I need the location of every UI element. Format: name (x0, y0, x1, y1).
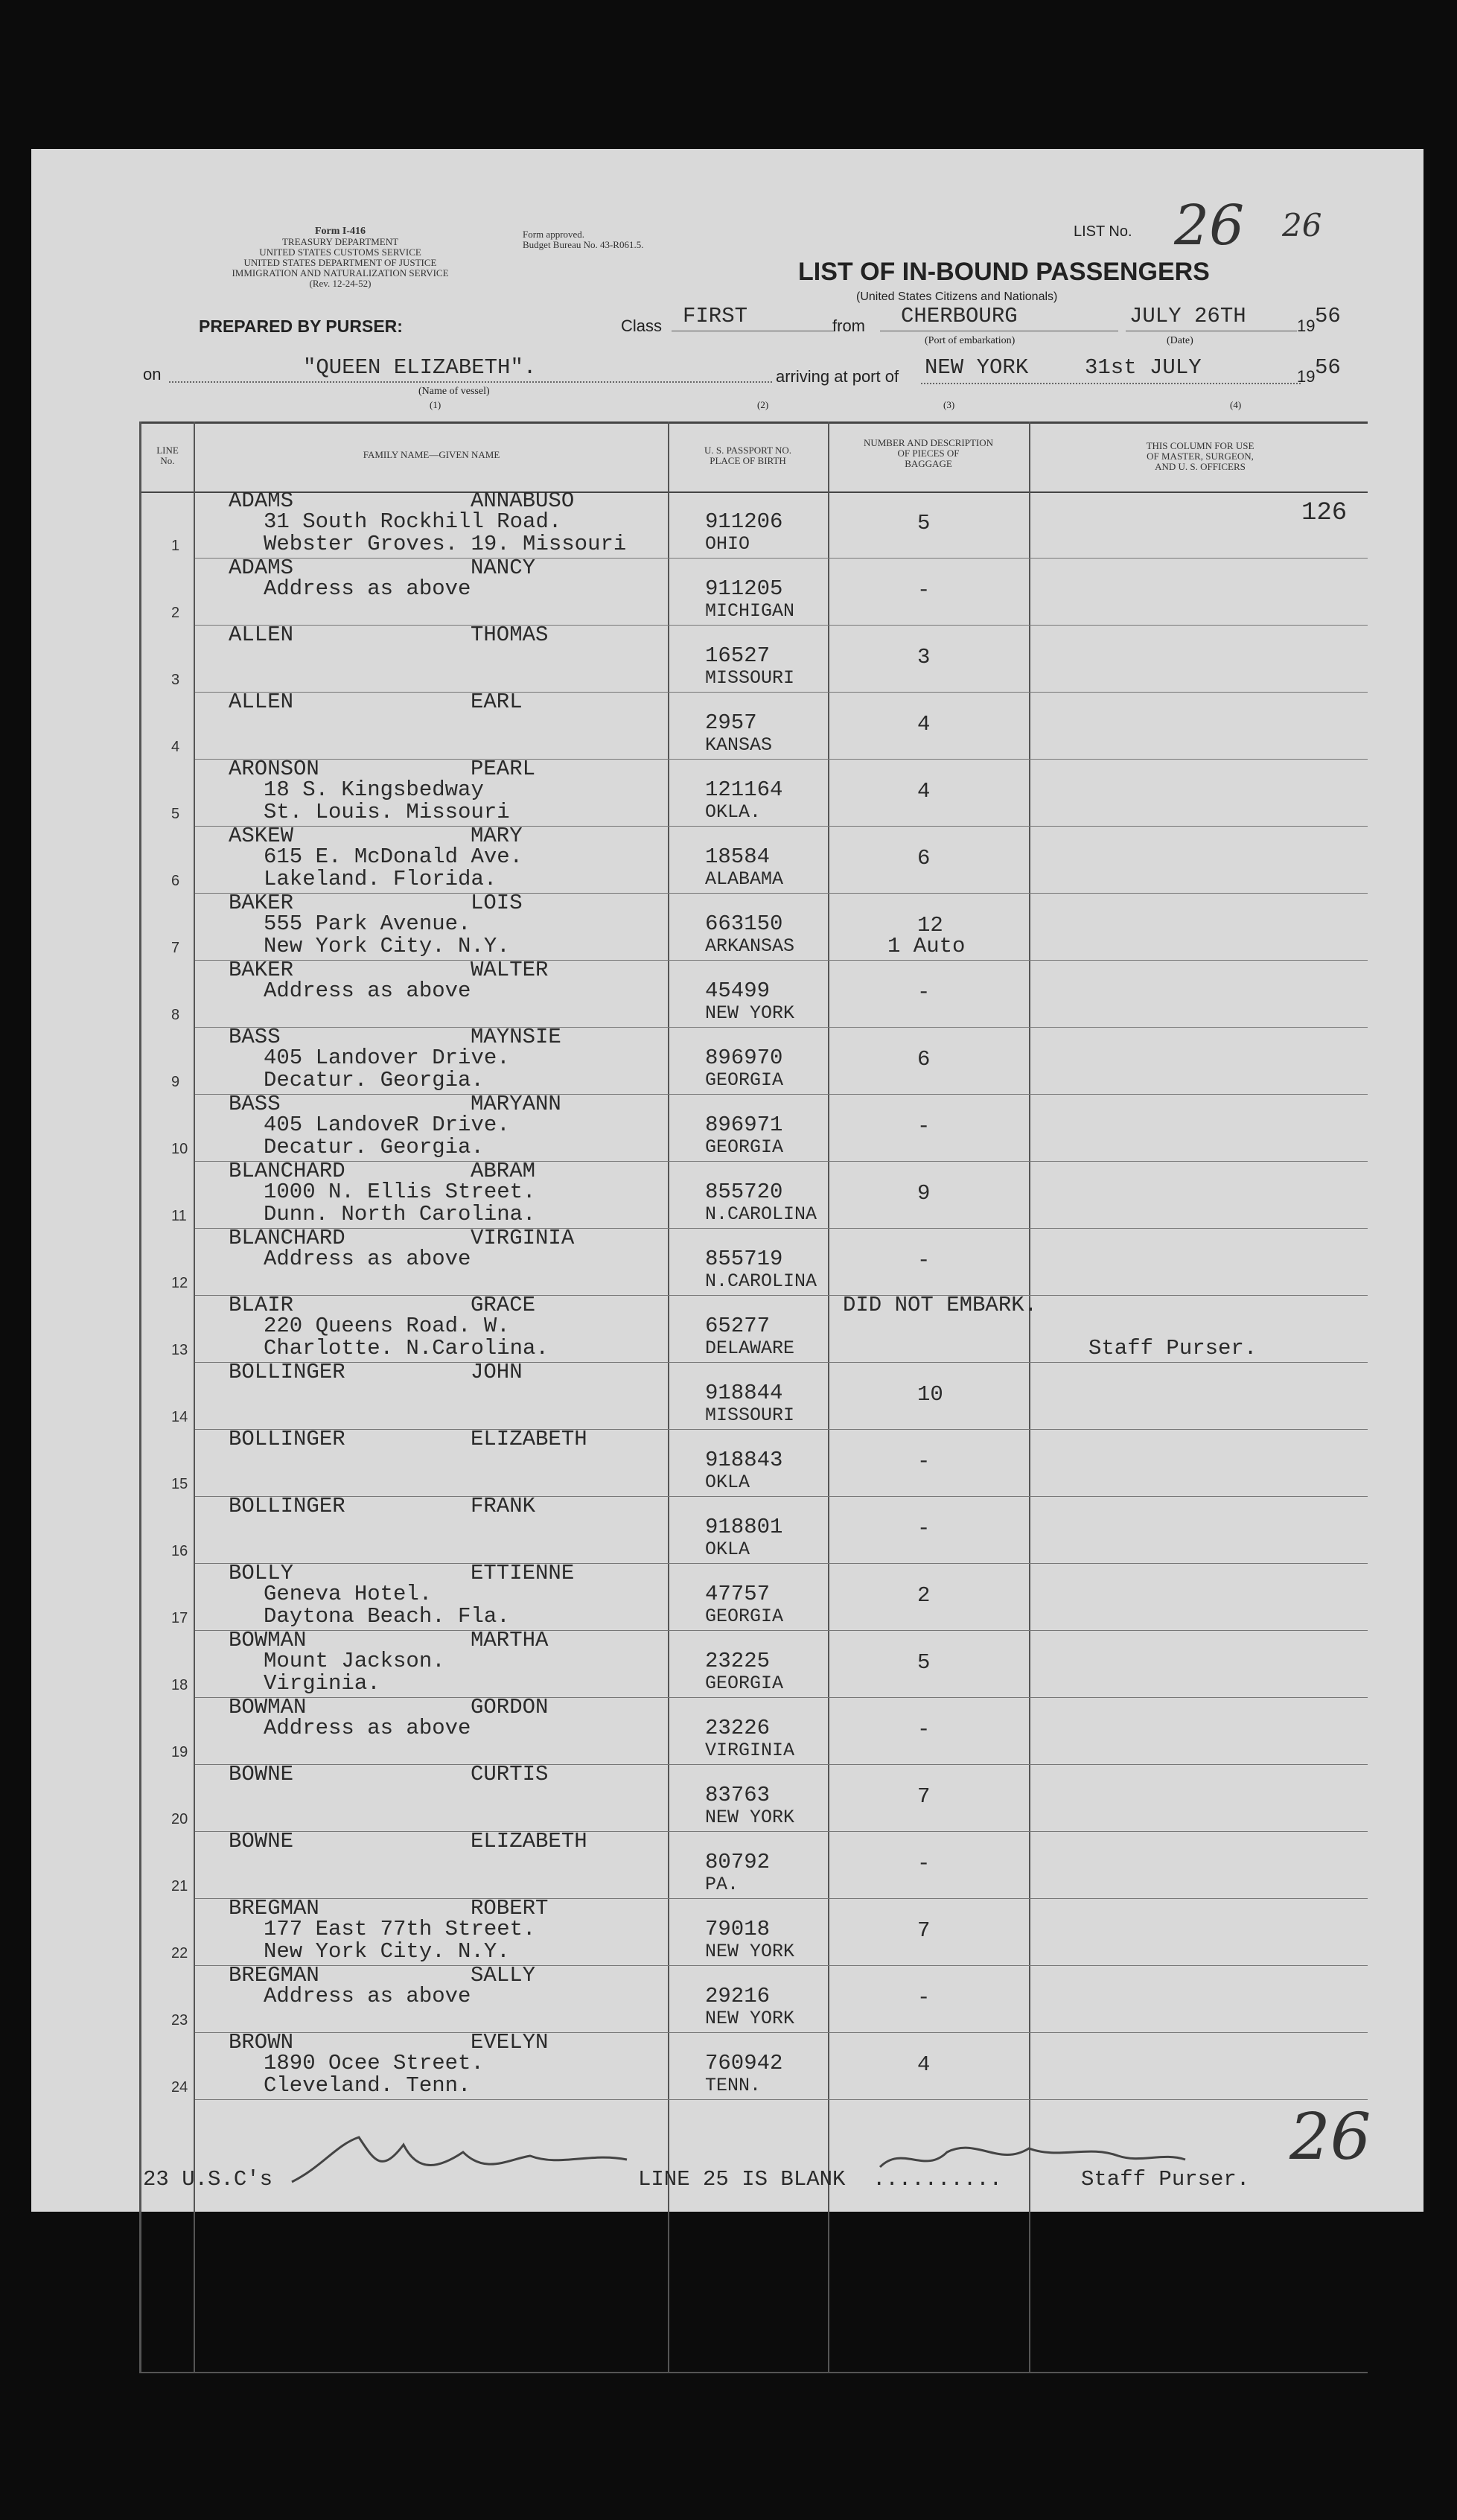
place-of-birth: GEORGIA (705, 1069, 784, 1091)
given-name: MARTHA (471, 1628, 549, 1652)
line-number: 18 (171, 1677, 188, 1693)
table-row (31, 1494, 1423, 1564)
address-line-2: New York City. N.Y. (264, 1939, 510, 1964)
address-line-2: Virginia. (264, 1671, 380, 1696)
place-of-birth: MISSOURI (705, 667, 795, 689)
table-row (31, 1561, 1423, 1631)
baggage-count: - (917, 1516, 931, 1541)
family-name: BREGMAN (229, 1896, 319, 1921)
passport-number: 911206 (705, 509, 783, 534)
col-num-4: (4) (1230, 399, 1242, 410)
address-line-1: 220 Queens Road. W. (264, 1314, 510, 1338)
passport-number: 918843 (705, 1448, 783, 1472)
passport-number: 918844 (705, 1381, 783, 1405)
address-line-1: 18 S. Kingsbedway (264, 777, 484, 802)
table-row (31, 623, 1423, 693)
table-row (31, 556, 1423, 626)
line-blank-note: LINE 25 IS BLANK (638, 2167, 846, 2192)
passport-number: 83763 (705, 1783, 771, 1807)
baggage-count: - (917, 1449, 931, 1474)
given-name: ROBERT (471, 1896, 549, 1921)
list-no-label: LIST No. (1074, 223, 1132, 240)
place-of-birth: OKLA. (705, 801, 762, 823)
passport-number: 918801 (705, 1515, 783, 1539)
table-row (31, 1427, 1423, 1497)
list-no-hand: 26 (1282, 207, 1322, 244)
place-of-birth: GEORGIA (705, 1136, 784, 1158)
family-name: BLAIR (229, 1293, 294, 1317)
agency-line: TREASURY DEPARTMENT (281, 236, 399, 247)
table-bottom-border (139, 2372, 1368, 2373)
place-of-birth: GEORGIA (705, 1673, 784, 1694)
family-name: ADAMS (229, 556, 294, 580)
baggage-count: 9 (917, 1181, 931, 1206)
family-name: BAKER (229, 891, 294, 915)
class-value: FIRST (683, 304, 748, 328)
table-row (31, 491, 1423, 559)
family-name: BLANCHARD (229, 1226, 345, 1250)
table-row (31, 824, 1423, 894)
line-number: 21 (171, 1878, 188, 1894)
class-label: Class (621, 316, 663, 335)
address-line-2: Webster Groves. 19. Missouri (264, 532, 627, 556)
agency-line: UNITED STATES DEPARTMENT OF JUSTICE (243, 257, 437, 268)
arrival-port: NEW YORK (925, 355, 1029, 380)
address-line-1: 1890 Ocee Street. (264, 2051, 484, 2075)
given-name: VIRGINIA (471, 1226, 575, 1250)
place-of-birth: NEW YORK (705, 1941, 795, 1962)
place-of-birth: NEW YORK (705, 2008, 795, 2029)
passport-number: 2957 (705, 710, 757, 735)
hand-total: 26 (1289, 2100, 1371, 2174)
passport-number: 80792 (705, 1850, 771, 1874)
family-name: BOWNE (229, 1762, 294, 1786)
arrival-year: 56 (1315, 355, 1341, 380)
officer-note: Staff Purser. (1088, 1336, 1257, 1361)
given-name: ELIZABETH (471, 1829, 587, 1854)
table-row (31, 1025, 1423, 1095)
arriving-label: arriving at port of (776, 367, 899, 386)
line-number: 4 (171, 739, 180, 755)
table-row (31, 891, 1423, 961)
passport-number: 663150 (705, 911, 783, 936)
line-number: 22 (171, 1945, 188, 1961)
date-value: JULY 26TH (1129, 304, 1246, 328)
passport-number: 65277 (705, 1314, 771, 1338)
header-officers: THIS COLUMN FOR USE OF MASTER, SURGEON, AND U. S. OFFICERS (1146, 440, 1254, 472)
given-name: MARYANN (471, 1092, 561, 1116)
given-name: MARY (471, 824, 523, 848)
footer-staff-purser: Staff Purser. (1081, 2167, 1250, 2192)
given-name: THOMAS (471, 623, 549, 647)
given-name: NANCY (471, 556, 536, 580)
from-label: from (832, 316, 865, 335)
address-line-1: Geneva Hotel. (264, 1582, 433, 1606)
line-number: 3 (171, 672, 180, 688)
passport-number: 79018 (705, 1917, 771, 1941)
address-line-1: Address as above (264, 1716, 471, 1740)
place-of-birth: GEORGIA (705, 1606, 784, 1627)
table-row (31, 757, 1423, 827)
address-line-1: Address as above (264, 576, 471, 601)
baggage-count: - (917, 1985, 931, 2010)
table-row (31, 1762, 1423, 1832)
manifest-page (31, 149, 1423, 2212)
line-number: 11 (171, 1208, 187, 1224)
family-name: BOLLINGER (229, 1494, 345, 1518)
address-line-1: 1000 N. Ellis Street. (264, 1180, 536, 1204)
family-name: BOLLINGER (229, 1427, 345, 1451)
table-row (31, 958, 1423, 1028)
passport-number: 896970 (705, 1046, 783, 1070)
port-caption: (Port of embarkation) (925, 335, 1016, 346)
family-name: ALLEN (229, 690, 294, 714)
place-of-birth: DELAWARE (705, 1337, 795, 1359)
table-top-border (139, 421, 1368, 424)
address-line-2: Daytona Beach. Fla. (264, 1604, 510, 1629)
family-name: BOLLINGER (229, 1360, 345, 1384)
place-of-birth: NEW YORK (705, 1002, 795, 1024)
table-row (31, 1963, 1423, 2033)
table-row (31, 1360, 1423, 1430)
given-name: GORDON (471, 1695, 549, 1719)
baggage-count: 3 (917, 645, 931, 669)
family-name: BASS (229, 1092, 281, 1116)
baggage-count: - (917, 1717, 931, 1742)
header-passport: U. S. PASSPORT NO. PLACE OF BIRTH (704, 445, 791, 466)
address-line-2: Charlotte. N.Carolina. (264, 1336, 549, 1361)
address-line-1: Address as above (264, 979, 471, 1003)
passport-number: 911205 (705, 576, 783, 601)
agency-line: (Rev. 12-24-52) (309, 278, 372, 289)
place-of-birth: OKLA (705, 1539, 750, 1560)
table-row (31, 1293, 1423, 1363)
table-row (31, 2030, 1423, 2100)
table-row (31, 1226, 1423, 1296)
table-row (31, 1159, 1423, 1229)
approval-line: Form approved. (523, 229, 585, 240)
baggage-count: 4 (917, 2052, 931, 2077)
table-row (31, 1896, 1423, 1966)
place-of-birth: OHIO (705, 533, 750, 555)
address-line-1: 405 Landover Drive. (264, 1046, 510, 1070)
baggage-count: 7 (917, 1918, 931, 1943)
passport-number: 45499 (705, 979, 771, 1003)
col-num-1: (1) (430, 399, 441, 410)
given-name: SALLY (471, 1963, 536, 1988)
family-name: BOWNE (229, 1829, 294, 1854)
form-number: Form I-416 (314, 226, 366, 237)
line-number: 17 (171, 1610, 188, 1626)
header-baggage: NUMBER AND DESCRIPTION OF PIECES OF BAGGAGE (863, 437, 994, 469)
passport-number: 29216 (705, 1984, 771, 2008)
address-line-1: 405 LandoveR Drive. (264, 1113, 510, 1137)
line-number: 23 (171, 2012, 188, 2029)
address-line-1: 615 E. McDonald Ave. (264, 844, 523, 869)
vessel-caption: (Name of vessel) (418, 386, 490, 397)
family-name: BREGMAN (229, 1963, 319, 1988)
row-divider (195, 2099, 1368, 2100)
line-number: 24 (171, 2079, 188, 2096)
line-number: 19 (171, 1744, 188, 1760)
address-line-2: Cleveland. Tenn. (264, 2073, 471, 2098)
table-row (31, 1092, 1423, 1162)
baggage-count: 4 (917, 712, 931, 736)
given-name: ETTIENNE (471, 1561, 575, 1585)
given-name: EVELYN (471, 2030, 549, 2055)
line-number: 10 (171, 1141, 188, 1157)
header-name: FAMILY NAME—GIVEN NAME (363, 449, 500, 460)
on-label: on (143, 365, 162, 384)
place-of-birth: N.CAROLINA (705, 1270, 817, 1292)
baggage-extra: 1 Auto (887, 934, 966, 958)
side-count: 126 (1301, 499, 1348, 527)
vessel-underline (169, 381, 772, 383)
signature-mark (277, 2115, 694, 2204)
address-line-2: New York City. N.Y. (264, 934, 510, 958)
line-number: 1 (171, 538, 180, 554)
family-name: ADAMS (229, 489, 294, 513)
family-name: BAKER (229, 958, 294, 982)
line-number: 14 (171, 1409, 188, 1425)
agency-line: UNITED STATES CUSTOMS SERVICE (259, 246, 421, 258)
line-number: 12 (171, 1275, 188, 1291)
address-line-2: Dunn. North Carolina. (264, 1202, 536, 1226)
baggage-count: 5 (917, 511, 931, 535)
family-name: ARONSON (229, 757, 319, 781)
line-number: 6 (171, 873, 180, 889)
year-value: 56 (1315, 304, 1341, 328)
given-name: ABRAM (471, 1159, 536, 1183)
baggage-count: - (917, 1851, 931, 1876)
passport-number: 855720 (705, 1180, 783, 1204)
col-num-3: (3) (943, 399, 955, 410)
year-prefix: 19 (1297, 316, 1316, 335)
address-line-2: Decatur. Georgia. (264, 1135, 484, 1159)
address-line-2: St. Louis. Missouri (264, 800, 510, 824)
family-name: BOLLY (229, 1561, 294, 1585)
passport-number: 18584 (705, 844, 771, 869)
line-number: 13 (171, 1342, 188, 1358)
form-subtitle: (United States Citizens and Nationals) (856, 290, 1058, 303)
line-number: 9 (171, 1074, 180, 1090)
passport-number: 23226 (705, 1716, 771, 1740)
family-name: BROWN (229, 2030, 294, 2055)
baggage-count: - (917, 1248, 931, 1273)
approval-line: Budget Bureau No. 43-R061.5. (523, 239, 644, 250)
place-of-birth: ALABAMA (705, 868, 784, 890)
address-line-1: Mount Jackson. (264, 1649, 445, 1673)
address-line-1: Address as above (264, 1247, 471, 1271)
address-line-1: 177 East 77th Street. (264, 1917, 536, 1941)
given-name: ANNABUSO (471, 489, 575, 513)
vessel-value: "QUEEN ELIZABETH". (303, 355, 537, 380)
arrival-year-prefix: 19 (1297, 367, 1316, 386)
passport-number: 121164 (705, 777, 783, 802)
line-number: 15 (171, 1476, 188, 1492)
prepared-by: PREPARED BY PURSER: (199, 316, 403, 336)
table-row (31, 1628, 1423, 1698)
line-number: 20 (171, 1811, 188, 1827)
passport-number: 896971 (705, 1113, 783, 1137)
family-name: BASS (229, 1025, 281, 1049)
place-of-birth: KANSAS (705, 734, 773, 756)
place-of-birth: NEW YORK (705, 1807, 795, 1828)
baggage-count: 2 (917, 1583, 931, 1608)
address-line-1: 555 Park Avenue. (264, 911, 471, 936)
given-name: CURTIS (471, 1762, 549, 1786)
arrival-date: 31st JULY (1085, 355, 1202, 380)
baggage-count: 10 (917, 1382, 943, 1407)
table-row (31, 1695, 1423, 1765)
baggage-count: - (917, 1114, 931, 1139)
approval-block (523, 229, 643, 250)
family-name: BOWMAN (229, 1695, 307, 1719)
baggage-count: DID NOT EMBARK. (843, 1293, 1038, 1317)
place-of-birth: OKLA (705, 1471, 750, 1493)
passport-number: 23225 (705, 1649, 771, 1673)
date-caption: (Date) (1167, 335, 1193, 346)
passport-number: 16527 (705, 643, 771, 668)
form-number-block (217, 226, 463, 289)
address-line-2: Decatur. Georgia. (264, 1068, 484, 1092)
form-title: LIST OF IN-BOUND PASSENGERS (798, 258, 1210, 286)
address-line-1: Address as above (264, 1984, 471, 2008)
agency-line: IMMIGRATION AND NATURALIZATION SERVICE (232, 267, 449, 279)
family-name: ASKEW (229, 824, 294, 848)
passport-number: 760942 (705, 2051, 783, 2075)
baggage-count: 6 (917, 1047, 931, 1072)
place-of-birth: ARKANSAS (705, 935, 795, 957)
passport-number: 47757 (705, 1582, 771, 1606)
table-row (31, 1829, 1423, 1899)
place-of-birth: N.CAROLINA (705, 1203, 817, 1225)
given-name: PEARL (471, 757, 536, 781)
given-name: LOIS (471, 891, 523, 915)
given-name: ELIZABETH (471, 1427, 587, 1451)
place-of-birth: MICHIGAN (705, 600, 795, 622)
place-of-birth: VIRGINIA (705, 1740, 795, 1761)
table-row (31, 690, 1423, 760)
family-name: BLANCHARD (229, 1159, 345, 1183)
footer-count: 23 U.S.C's (143, 2167, 273, 2192)
baggage-count: 6 (917, 846, 931, 871)
family-name: ALLEN (229, 623, 294, 647)
port-value: CHERBOURG (901, 304, 1018, 328)
baggage-count: 5 (917, 1650, 931, 1675)
line-number: 5 (171, 806, 180, 822)
baggage-count: 4 (917, 779, 931, 804)
baggage-count: - (917, 578, 931, 602)
arrival-underline (921, 383, 1301, 384)
address-line-2: Lakeland. Florida. (264, 867, 497, 891)
family-name: BOWMAN (229, 1628, 307, 1652)
footer-dots: .......... (873, 2167, 1003, 2192)
given-name: GRACE (471, 1293, 536, 1317)
header-line-no: LINE No. (156, 445, 179, 466)
baggage-count: 7 (917, 1784, 931, 1809)
col-num-2: (2) (757, 399, 769, 410)
place-of-birth: TENN. (705, 2075, 762, 2096)
given-name: WALTER (471, 958, 549, 982)
line-number: 7 (171, 940, 180, 956)
baggage-count: 12 (917, 913, 943, 938)
given-name: MAYNSIE (471, 1025, 561, 1049)
baggage-count: - (917, 980, 931, 1005)
line-number: 16 (171, 1543, 188, 1559)
address-line-1: 31 South Rockhill Road. (264, 509, 562, 534)
list-no-value: 26 (1174, 194, 1245, 258)
line-number: 8 (171, 1007, 180, 1023)
line-number: 2 (171, 605, 180, 621)
given-name: FRANK (471, 1494, 536, 1518)
given-name: JOHN (471, 1360, 523, 1384)
given-name: EARL (471, 690, 523, 714)
passport-number: 855719 (705, 1247, 783, 1271)
place-of-birth: MISSOURI (705, 1404, 795, 1426)
place-of-birth: PA. (705, 1874, 739, 1895)
